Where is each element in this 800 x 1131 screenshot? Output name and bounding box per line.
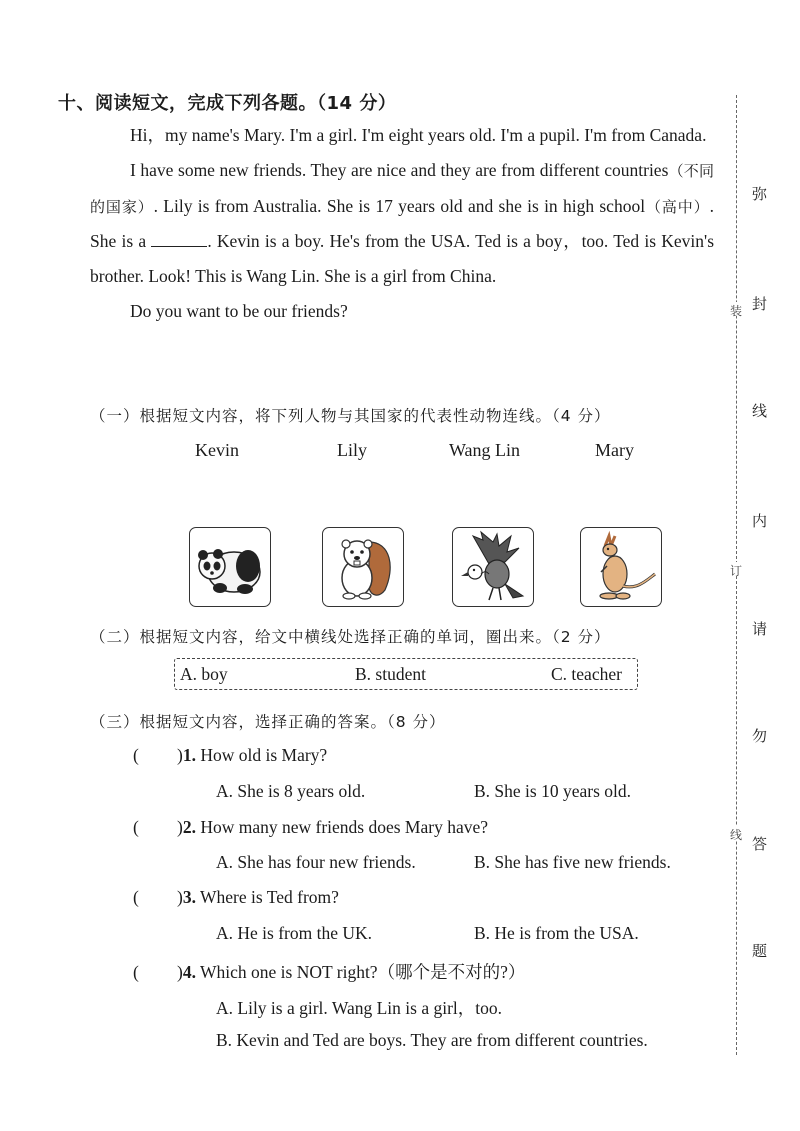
option-c[interactable]: C. teacher (551, 664, 622, 684)
q4-option-b[interactable]: B. Kevin and Ted are boys. They are from different countries. (216, 1030, 648, 1050)
answer-paren[interactable]: ( (133, 887, 139, 907)
q1-option-a[interactable]: A. She is 8 years old. (216, 781, 366, 801)
answer-paren[interactable]: ( (133, 745, 139, 765)
passage-paragraph-1: Hi，my name's Mary. I'm a girl. I'm eight years old. I'm a pupil. I'm from Canada. (130, 125, 707, 145)
section-title: 十、阅读短文，完成下列各题。（14 分） (58, 93, 397, 114)
option-b[interactable]: B. student (355, 664, 426, 684)
question-3: ( )3. Where is Ted from? (133, 887, 339, 907)
part3-title: （三）根据短文内容，选择正确的答案。（8 分） (90, 713, 446, 731)
name-wang-lin[interactable]: Wang Lin (449, 440, 521, 460)
margin-char-1: 弥 (752, 185, 768, 203)
q2-option-b[interactable]: B. She has five new friends. (474, 852, 671, 872)
eagle-icon (453, 528, 533, 606)
reading-passage (90, 118, 714, 329)
q3-option-b[interactable]: B. He is from the USA. (474, 923, 639, 943)
passage-paragraph-2: I have some new friends. They are nice and they are from different countries（不同的国家）. Lily is from Australia. She is 17 years old and she is in high school（高中）. She is a . Kevin is a boy. He's from the USA. Ted is a boy，too. Ted is Kevin's brother. Look! This is Wang Lin. She is a girl from China. (90, 159, 714, 287)
kangaroo-card[interactable] (580, 527, 662, 607)
margin-char-6: 勿 (752, 727, 768, 745)
panda-card[interactable] (189, 527, 271, 607)
margin-char-7: 答 (752, 835, 768, 853)
binding-marker-1: 装 (729, 304, 742, 318)
word-options-box (174, 658, 638, 690)
name-mary[interactable]: Mary (595, 440, 634, 460)
answer-paren[interactable]: ( (133, 962, 139, 982)
answer-paren[interactable]: ( (133, 817, 139, 837)
margin-char-3: 线 (752, 402, 768, 420)
part1-title: （一）根据短文内容，将下列人物与其国家的代表性动物连线。（4 分） (90, 407, 611, 425)
option-a[interactable]: A. boy (180, 664, 228, 684)
margin-char-2: 封 (752, 295, 768, 313)
panda-icon (190, 528, 270, 606)
q1-option-b[interactable]: B. She is 10 years old. (474, 781, 632, 801)
question-1: ( )1. How old is Mary? (133, 745, 328, 765)
margin-char-5: 请 (752, 620, 768, 638)
fill-blank[interactable] (151, 228, 207, 247)
part2-title: （二）根据短文内容，给文中横线处选择正确的单词，圈出来。（2 分） (90, 628, 611, 646)
q4-option-a[interactable]: A. Lily is a girl. Wang Lin is a girl，too. (216, 998, 503, 1018)
question-2: ( )2. How many new friends does Mary have? (133, 817, 489, 837)
q2-option-a[interactable]: A. She has four new friends. (216, 852, 416, 872)
binding-marker-2: 订 (729, 564, 742, 578)
binding-marker-3: 线 (729, 828, 742, 842)
eagle-card[interactable] (452, 527, 534, 607)
beaver-card[interactable] (322, 527, 404, 607)
passage-paragraph-3: Do you want to be our friends? (130, 300, 348, 321)
name-lily[interactable]: Lily (337, 440, 367, 460)
margin-char-4: 内 (752, 512, 768, 530)
name-kevin[interactable]: Kevin (195, 440, 239, 460)
question-4: ( )4. Which one is NOT right?（哪个是不对的?） (133, 962, 526, 982)
beaver-icon (323, 528, 403, 606)
kangaroo-icon (581, 528, 661, 606)
margin-char-8: 题 (752, 942, 768, 960)
q3-option-a[interactable]: A. He is from the UK. (216, 923, 373, 943)
